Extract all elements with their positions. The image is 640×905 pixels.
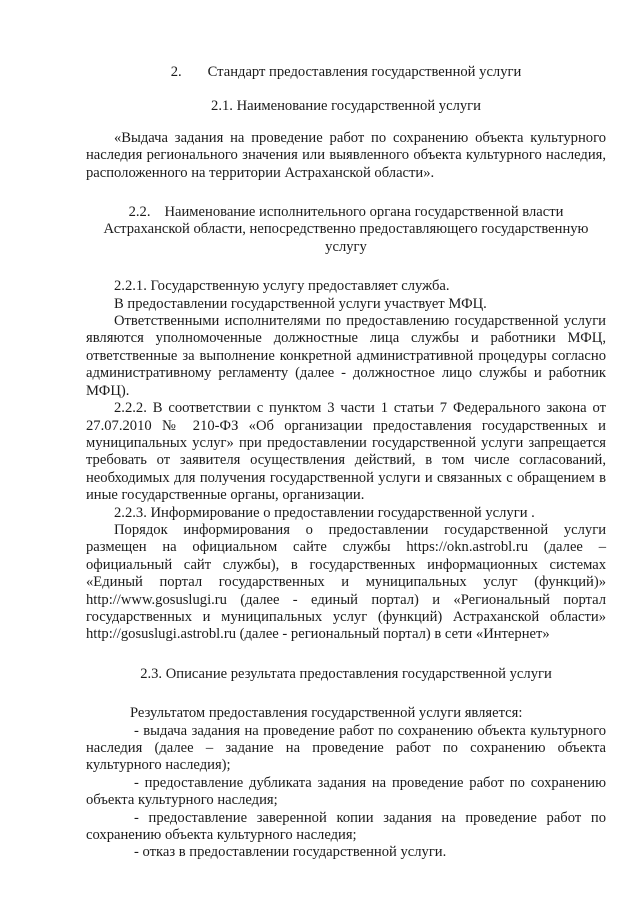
section-2-heading xyxy=(86,64,606,81)
section-2-2-number: 2.2. xyxy=(128,204,151,221)
result-item: - отказ в предоставлении государственной услуги. xyxy=(134,844,447,861)
spacer xyxy=(86,256,606,278)
section-2-title: Стандарт предоставления государственной услуги xyxy=(207,64,522,80)
result-item: - предоставление дубликата задания на проведение работ по сохранению объекта культурного наследия; xyxy=(86,774,606,809)
spacer xyxy=(86,182,606,204)
paragraph-responsible: Ответственными исполнителями по предоставлению государственной услуги являются уполномоченные должностные лица службы и работники МФЦ, ответственные за выполнение конкретной административной процедуры согласно административному регламенту (далее - должностное лицо службы и работник МФЦ). xyxy=(86,313,606,399)
spacer xyxy=(86,683,606,705)
section-2-3-heading: 2.3. Описание результата предоставления государственной услуги xyxy=(140,665,552,682)
result-intro: Результатом предоставления государственной услуги является: xyxy=(130,705,523,722)
section-2-number: 2. xyxy=(170,64,182,80)
paragraph-informing-order: Порядок информирования о предоставлении государственной услуги размещен на официальном сайте службы https://okn.astrobl.ru (далее – официальный сайт службы), в государственных информационных системах «Единый портал государственных и муниципальных услуг (функций)» http://www.gosuslugi.ru (далее - единый портал) и «Региональный портал государственных и муниципальных услуг (функций) Астраханской области» http://gosuslugi.astrobl.ru (далее - региональный портал) в сети «Интернет» xyxy=(86,521,606,643)
paragraph-2-2-2: 2.2.2. В соответствии с пунктом 3 части 1 статьи 7 Федерального закона от 27.07.2010 № 210-ФЗ «Об организации предоставления государственных и муниципальных услуг» при предоставлении государственной услуги запрещается требовать от заявителя осуществления действий, в том числе согласований, необходимых для получения государственной услуги и связанных с обращением в иные государственные органы, организации. xyxy=(86,400,606,504)
paragraph-mfc: В предоставлении государственной услуги участвует МФЦ. xyxy=(114,295,487,312)
result-item: - выдача задания на проведение работ по сохранению объекта культурного наследия (далее – задание на проведение работ по сохранению объекта культурного наследия); xyxy=(86,722,606,774)
paragraph-2-2-3: 2.2.3. Информирование о предоставлении государственной услуги . xyxy=(114,504,535,521)
section-2-2-heading xyxy=(86,204,606,256)
section-2-1-heading: 2.1. Наименование государственной услуги xyxy=(211,98,481,115)
document-content xyxy=(86,64,606,862)
service-name-paragraph: «Выдача задания на проведение работ по сохранению объекта культурного наследия регионального значения или выявленного объекта культурного наследия, расположенного на территории Астраханской области». xyxy=(86,129,606,181)
result-item: - предоставление заверенной копии задания на проведение работ по сохранению объекта культурного наследия; xyxy=(86,809,606,844)
section-2-2-title: Наименование исполнительного органа государственной власти Астраханской области, непосредственно предоставляющего государственную услугу xyxy=(103,204,589,255)
spacer xyxy=(86,644,606,666)
paragraph-2-2-1: 2.2.1. Государственную услугу предоставляет служба. xyxy=(114,278,450,295)
